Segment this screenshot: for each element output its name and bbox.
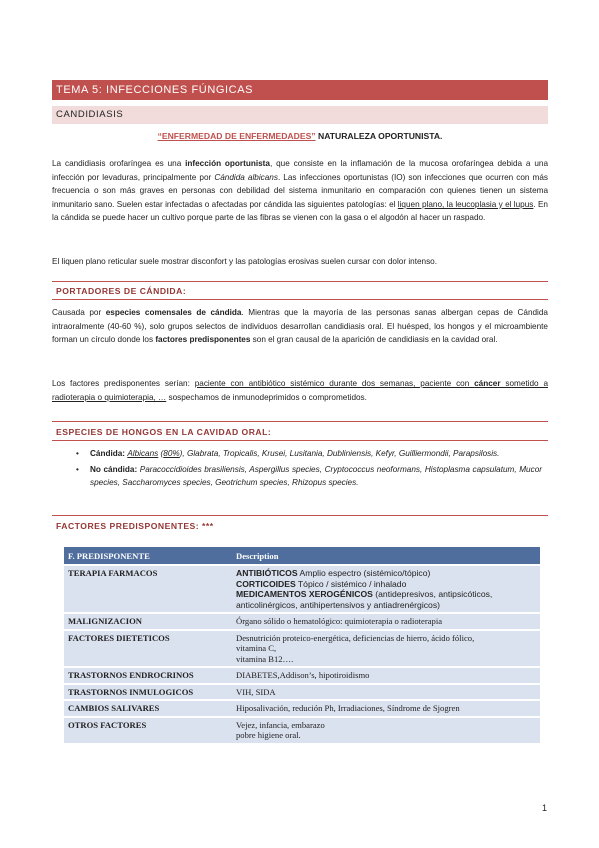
table-row — [64, 667, 540, 684]
antibioticos-desc: Amplio espectro (sistémico/tópico) — [297, 568, 431, 578]
factor-name: OTROS FACTORES — [64, 717, 232, 743]
factor-desc — [232, 613, 540, 630]
p4-text-e: sospechamos de inmunodeprimidos o comprometidos. — [166, 392, 367, 402]
factor-name: CAMBIOS SALIVARES — [64, 700, 232, 717]
factores-table — [64, 547, 540, 743]
quote-red: “ENFERMEDAD DE ENFERMEDADES” — [157, 131, 316, 141]
col-header: Description — [232, 547, 540, 565]
page-number: 1 — [541, 803, 547, 813]
p3-bold-d: factores predisponentes — [155, 335, 251, 345]
xerogenicos-desc: (antidepresivos, antipsicóticos, anticolinérgicos, antihipertensivos y antiadrenérgicos) — [236, 589, 493, 610]
divider — [52, 281, 548, 282]
quote — [52, 131, 548, 141]
xerogenicos: MEDICAMENTOS XEROGÉNICOS — [236, 589, 373, 599]
p1-text-g: . En la cándida se puede hacer un cultivo porque parte de las fibras se vienen con la gasa o el algodón al hacer un raspado. — [52, 199, 548, 223]
p1-bold: infección oportunista — [185, 159, 270, 168]
factor-desc — [232, 565, 540, 613]
bullet-icon: • — [76, 464, 79, 474]
desc-line: Hiposalivación, redución Ph, Irradiaciones, Síndrome de Sjogren — [236, 703, 460, 713]
p1-italic: Cándida albicans — [214, 172, 278, 182]
p3-bold-b: especies comensales de cándida — [105, 308, 242, 317]
factor-name: FACTORES DIETETICOS — [64, 630, 232, 668]
candida-rest: , Glabrata, Tropicalis, Krusei, Lusitania, Dubliniensis, Kefyr, Guilliermondii, Parapsilosis. — [182, 449, 500, 458]
factor-name: TRASTORNOS INMULOGICOS — [64, 684, 232, 701]
desc-line: Desnutrición proteico-energética, deficiencias de hierro, ácido fólico, — [236, 632, 475, 643]
factores-paragraph — [52, 377, 548, 404]
p3-text-e: son el gran causal de la aparición de candidiasis en la cavidad oral. — [250, 335, 498, 345]
divider — [52, 515, 548, 516]
p4-text-a: Los factores predisponentes serían: — [52, 379, 195, 388]
factor-desc — [232, 684, 540, 701]
albicans: Albicans — [127, 449, 159, 458]
desc-line: Vejez, infancia, embarazo — [236, 719, 325, 730]
factores-title: FACTORES PREDISPONENTES: *** — [56, 521, 214, 531]
table-row — [64, 630, 540, 668]
p1-text-c: , que consiste en la inflamación de la mucosa orofaríngea debida a una infección por levaduras, principalmente por — [52, 159, 549, 182]
chapter-title: TEMA 5: INFECCIONES FÚNGICAS — [52, 80, 548, 100]
desc-line: DIABETES,Addison’s, hipotiroidismo — [236, 670, 370, 680]
table-row — [64, 613, 540, 630]
p1-text-a: La candidiasis orofaríngea es una — [52, 159, 186, 168]
albicans-pct: 80% — [163, 449, 180, 458]
desc-line: VIH, SIDA — [236, 686, 276, 697]
factor-desc — [232, 667, 540, 684]
table-row — [64, 700, 540, 717]
p4-underline-cancer: cáncer — [474, 379, 501, 388]
p1-text-e: . Las infecciones oportunistas (IO) son infecciones que ocurren con más frecuencia o son más graves en personas con debilidad del sistema inmunitario en comparación con quienes tienen un sistema inmunitario sano. Suelen estar infectadas o afectadas por cándida las siguientes patologías: el — [52, 172, 548, 209]
corticoides-desc: Tópico / sistémico / inhalado — [295, 578, 407, 589]
p1-underline: liquen plano, la leucoplasia y el lupus — [397, 199, 534, 209]
list-item: • Cándida: Albicans (80%), Glabrata, Tropicalis, Krusei, Lusitania, Dubliniensis, Kefyr, Guilliermondii, Parapsilosis. — [76, 447, 542, 461]
corticoides: CORTICOIDES — [236, 578, 296, 589]
quote-rest: NATURALEZA OPORTUNISTA. — [315, 131, 443, 141]
p4-underline-b: paciente con antibiótico sistémico durante dos semanas, paciente con — [194, 379, 475, 388]
factor-name: TERAPIA FARMACOS — [64, 565, 232, 613]
table-header-row — [64, 547, 540, 565]
p3-text-a: Causada por — [52, 308, 106, 317]
liquen-paragraph: El liquen plano reticular suele mostrar disconfort y las patologías erosivas suelen cursar con dolor intenso. — [52, 257, 438, 266]
especies-title: ESPECIES DE HONGOS EN LA CAVIDAD ORAL: — [52, 427, 548, 441]
divider — [52, 421, 548, 422]
col-header: F. PREDISPONENTE — [64, 547, 232, 565]
especies-list — [76, 447, 542, 492]
portadores-title: PORTADORES DE CÁNDIDA: — [52, 286, 548, 300]
p4-underline-d: sometido a radioterapia o quimioterapia, … — [52, 379, 548, 402]
desc-line: Órgano sólido o hematológico: quimioterapia o radioterapia — [236, 616, 443, 626]
desc-line: vitamina B12…. — [236, 653, 294, 664]
table-row — [64, 684, 540, 701]
candida-label: Cándida: — [90, 449, 126, 458]
desc-line: vitamina C, — [236, 643, 277, 653]
factor-desc — [232, 700, 540, 717]
intro-paragraph — [52, 157, 548, 225]
antibioticos: ANTIBIÓTICOS — [236, 568, 298, 578]
table-row — [64, 717, 540, 743]
portadores-paragraph — [52, 306, 548, 347]
p3-text-c: . Mientras que la mayoría de las personas sanas albergan cepas de Cándida intraoralmente (40-60 %), solo grupos selectos de individuos desarrollan candidiasis oral. El huésped, los hongos y el microambiente forman un círculo donde los — [52, 308, 548, 345]
table-row — [64, 565, 540, 613]
factor-name: MALIGNIZACION — [64, 613, 232, 630]
bullet-icon: • — [76, 449, 79, 458]
desc-line: pobre higiene oral. — [236, 730, 301, 740]
factor-name: TRASTORNOS ENDROCRINOS — [64, 667, 232, 684]
section-title: CANDIDIASIS — [52, 106, 548, 124]
no-candida-rest: Paracoccidioides brasiliensis, Aspergillus species, Cryptococcus neoformans, Histoplasma capsulatum, Mucor species, Saccharomyces species, Geotrichum species, Rhizopus species. — [90, 464, 542, 488]
factor-desc — [232, 717, 540, 743]
factor-desc — [232, 630, 540, 668]
list-item — [76, 463, 542, 490]
no-candida-label: No cándida: — [90, 464, 138, 474]
